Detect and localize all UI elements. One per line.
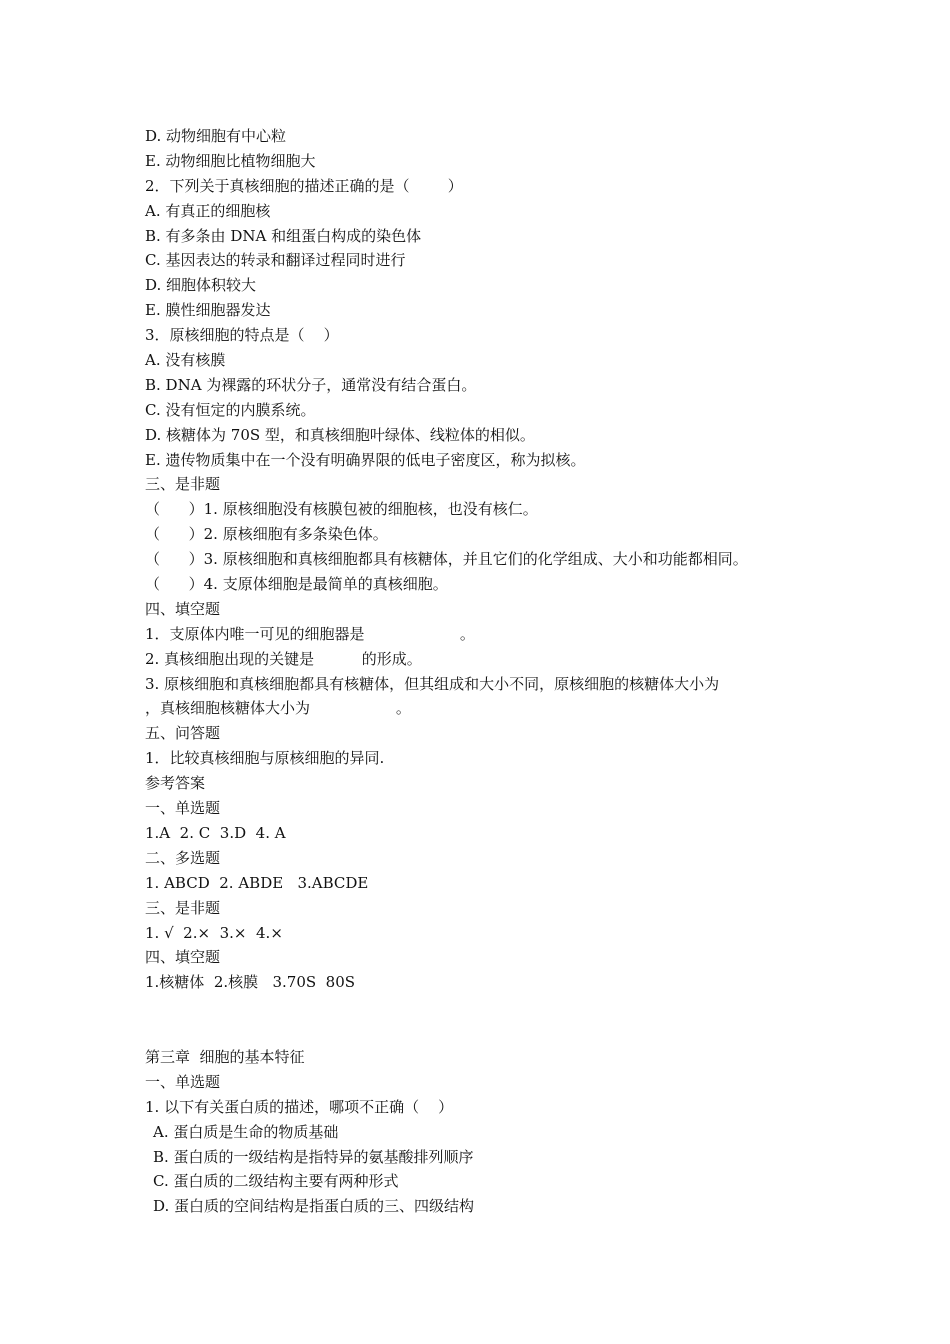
line-e-larger: E. 动物细胞比植物细胞大 bbox=[145, 151, 316, 170]
answer-single-heading: 一、单选题 bbox=[145, 799, 221, 818]
q3-option-b: B. DNA 为裸露的环状分子，通常没有结合蛋白。 bbox=[145, 375, 477, 394]
chapter-section-single: 一、单选题 bbox=[145, 1072, 221, 1091]
chapter-q1-option-b: B. 蛋白质的一级结构是指特异的氨基酸排列顺序 bbox=[153, 1147, 474, 1166]
q2-option-c: C. 基因表达的转录和翻译过程同时进行 bbox=[145, 251, 406, 270]
q2-option-d: D. 细胞体积较大 bbox=[145, 276, 257, 295]
answer-multi: 1. ABCD 2. ABDE 3.ABCDE bbox=[145, 873, 369, 892]
fill-item-3: 3. 原核细胞和真核细胞都具有核糖体，但其组成和大小不同，原核细胞的核糖体大小为 bbox=[145, 674, 720, 693]
q2-option-a: A. 有真正的细胞核 bbox=[145, 201, 271, 220]
answer-fill-heading: 四、填空题 bbox=[145, 948, 221, 967]
q2-option-e: E. 膜性细胞器发达 bbox=[145, 301, 271, 320]
answer-key-heading: 参考答案 bbox=[145, 774, 206, 793]
fill-item-2: 2. 真核细胞出现的关键是 的形成。 bbox=[145, 649, 422, 668]
line-d-centriole: D. 动物细胞有中心粒 bbox=[145, 127, 287, 145]
section-qa: 五、问答题 bbox=[145, 724, 221, 743]
tf-item-1: （ ）1. 原核细胞没有核膜包被的细胞核，也没有核仁。 bbox=[145, 500, 538, 519]
q3-option-a: A. 没有核膜 bbox=[145, 351, 226, 370]
chapter-q1-option-a: A. 蛋白质是生命的物质基础 bbox=[153, 1122, 339, 1141]
q3-option-d: D. 核糖体为 70S 型，和真核细胞叶绿体、线粒体的相似。 bbox=[145, 425, 535, 444]
section-gap bbox=[145, 995, 845, 1045]
tf-item-4: （ ）4. 支原体细胞是最简单的真核细胞。 bbox=[145, 575, 448, 594]
chapter-q1-option-d: D. 蛋白质的空间结构是指蛋白质的三、四级结构 bbox=[153, 1197, 475, 1216]
answer-tf-heading: 三、是非题 bbox=[145, 898, 221, 917]
chapter-q1-option-c: C. 蛋白质的二级结构主要有两种形式 bbox=[153, 1172, 399, 1191]
answer-multi-heading: 二、多选题 bbox=[145, 848, 221, 867]
chapter-title: 第三章 细胞的基本特征 bbox=[145, 1047, 305, 1066]
question-2: 2．下列关于真核细胞的描述正确的是（ ） bbox=[145, 176, 463, 195]
document-page bbox=[145, 124, 845, 1219]
qa-item-1: 1．比较真核细胞与原核细胞的异同. bbox=[145, 749, 385, 768]
answer-fill: 1.核糖体 2.核膜 3.70S 80S bbox=[145, 973, 356, 992]
section-true-false: 三、是非题 bbox=[145, 475, 221, 494]
chapter-question-1: 1. 以下有关蛋白质的描述，哪项不正确（ ） bbox=[145, 1097, 454, 1116]
q3-option-e: E. 遗传物质集中在一个没有明确界限的低电子密度区，称为拟核。 bbox=[145, 450, 586, 469]
tf-item-3: （ ）3. 原核细胞和真核细胞都具有核糖体，并且它们的化学组成、大小和功能都相同。 bbox=[145, 550, 748, 569]
q3-option-c: C. 没有恒定的内膜系统。 bbox=[145, 400, 316, 419]
answer-tf: 1. √ 2.× 3.× 4.× bbox=[145, 923, 283, 942]
tf-item-2: （ ）2. 原核细胞有多条染色体。 bbox=[145, 525, 388, 544]
fill-item-3-cont: ，真核细胞核糖体大小为 。 bbox=[145, 699, 411, 718]
fill-item-1: 1．支原体内唯一可见的细胞器是 。 bbox=[145, 624, 475, 643]
section-fill-blank: 四、填空题 bbox=[145, 599, 221, 618]
q2-option-b: B. 有多条由 DNA 和组蛋白构成的染色体 bbox=[145, 226, 422, 245]
answer-single: 1.A 2. C 3.D 4. A bbox=[145, 823, 286, 842]
question-3: 3．原核细胞的特点是（ ） bbox=[145, 326, 339, 345]
